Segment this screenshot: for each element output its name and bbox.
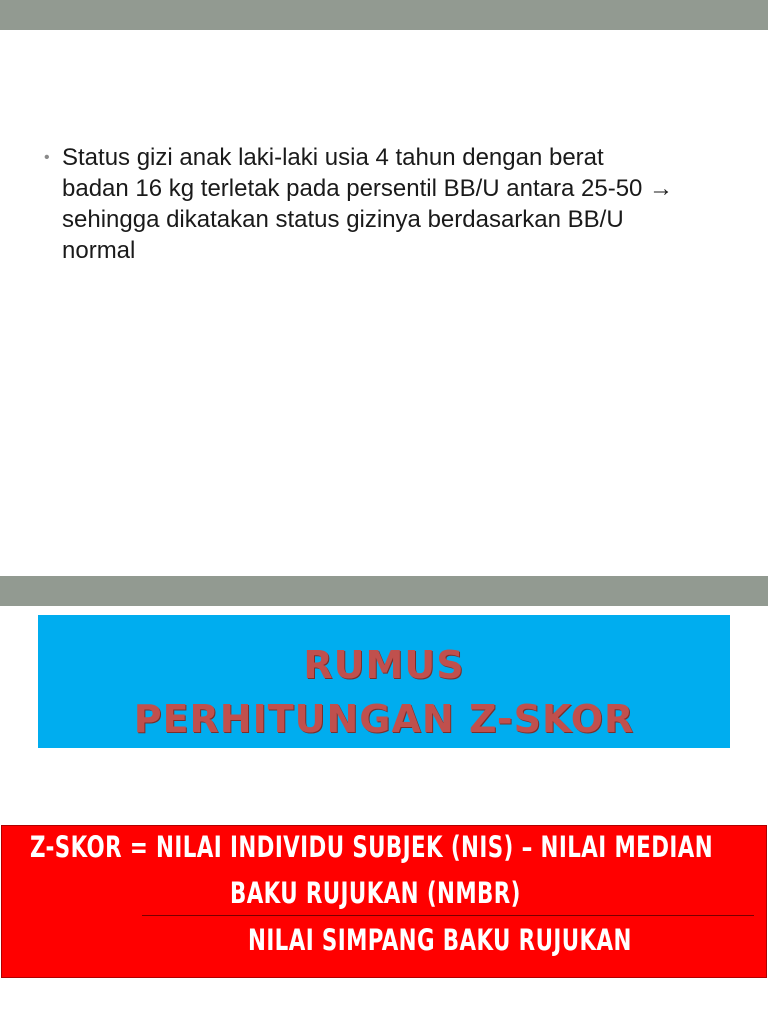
bullet-dot: • xyxy=(44,149,50,166)
formula-denominator: NILAI SIMPANG BAKU RUJUKAN xyxy=(248,923,632,957)
formula-box xyxy=(1,825,767,978)
fraction-bar xyxy=(142,915,754,916)
bullet-text: Status gizi anak laki-laki usia 4 tahun dengan berat badan 16 kg terletak pada persentil BB/U antara 25-50 → sehingga dikatakan status gizinya berdasarkan BB/U normal xyxy=(62,144,674,264)
bullet-item xyxy=(44,142,724,266)
slide-2 xyxy=(0,606,768,1024)
title-line-2: PERHITUNGAN Z-SKOR xyxy=(133,697,635,741)
formula-numerator-line-2: BAKU RUJUKAN (NMBR) xyxy=(230,876,521,910)
title-banner xyxy=(38,615,730,748)
slide-1 xyxy=(0,30,768,576)
formula-numerator-line-1: Z-SKOR = NILAI INDIVIDU SUBJEK (NIS) – NILAI MEDIAN xyxy=(30,830,714,864)
title-line-1: RUMUS xyxy=(303,643,465,687)
slide-divider-bar xyxy=(0,576,768,606)
top-divider-bar xyxy=(0,0,768,30)
